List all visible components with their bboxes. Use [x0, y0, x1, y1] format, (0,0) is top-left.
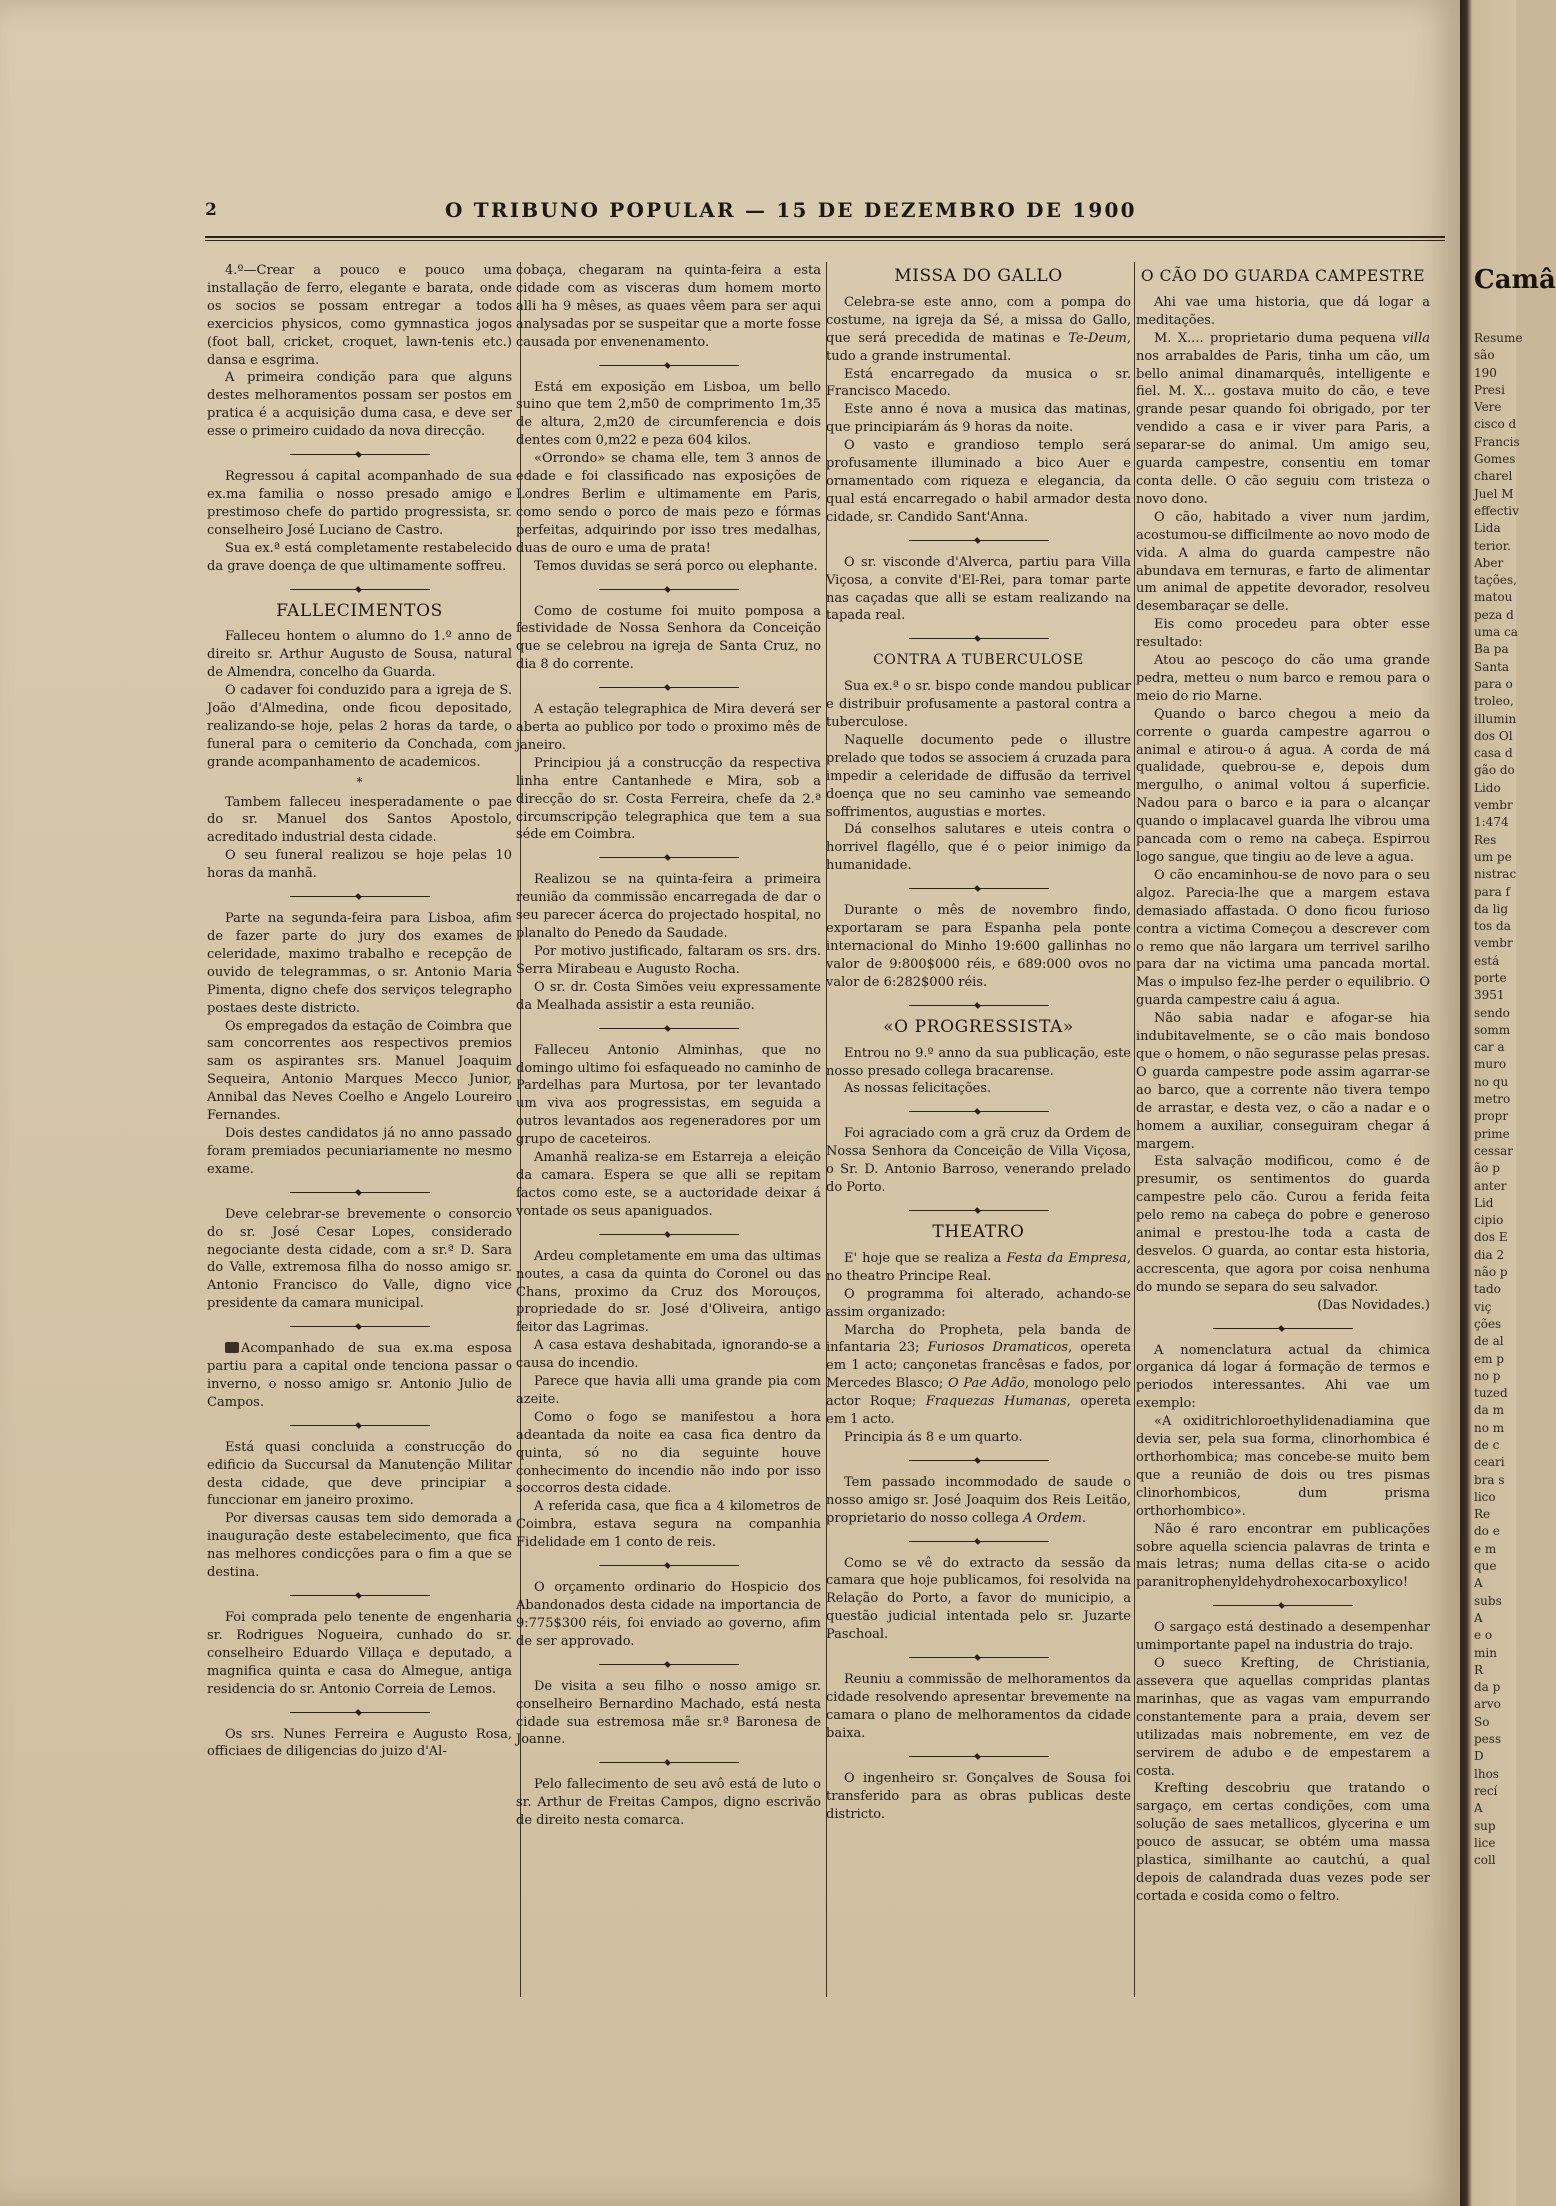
- separator-ornament: [290, 1422, 430, 1429]
- paragraph: O sargaço está destinado a desempenhar umimportante papel na industria do trajo.: [1136, 1620, 1430, 1654]
- paragraph: Principia ás 8 e um quarto.: [844, 1429, 1023, 1445]
- paragraph: [826, 1474, 1131, 1528]
- section-heading-theatro: THEATRO: [932, 1221, 1025, 1242]
- paragraph: O cadaver foi conduzido para a igreja de S. João d'Almedina, onde ficou depositado, realizando-se hoje, pelas 2 horas da tarde, o funeral para o cemiterio da Conchada, com grande acompanhamento de academicos.: [207, 683, 512, 770]
- paragraph: Deve celebrar-se brevemente o consorcio do sr. José Cesar Lopes, considerado negociante desta cidade, com a sr.ª D. Sara do Valle, extremosa filha do nosso amigo sr. Antonio Francisco do Valle, digno vice presidente da camara municipal.: [207, 1206, 512, 1312]
- paragraph: O programma foi alterado, achando-se assim organizado:: [826, 1286, 1131, 1320]
- column-2: [516, 262, 821, 1830]
- separator-ornament: [599, 854, 739, 861]
- paragraph: Como o fogo se manifestou a hora adeantada da noite ea casa fica dentro da quinta, só no dia seguinte houve conhecimento do incendio não indo por isso soccorros desta cidade.: [516, 1409, 821, 1497]
- paragraph: Regressou á capital acompanhado de sua ex.ma familia o nosso presado amigo e prestimoso chefe do partido progressista, sr. conselheiro José Luciano de Castro.: [207, 469, 512, 538]
- column-3: [826, 262, 1131, 1823]
- separator-ornament: [909, 1753, 1049, 1760]
- page-number: 2: [205, 200, 217, 220]
- paragraph: Eis como procedeu para obter esse resultado:: [1136, 617, 1430, 651]
- italic-title: Fraquezas Humanas: [925, 1394, 1067, 1410]
- adjacent-page-text: Resume são 190 Presi Vere cisco d Francis Gomes charel Juel M effectiv Lida terior. Aber tações, matou peza d uma ca Ba pa Santa para o troleo, illumin dos Ol casa d gão do Lido vembr 1:474 Res um pe nistrac para f da lig tos da vembr está porte 3951 sendo somm car a muro no qu metro propr prime cessar ão p anter Lid cipio dos E dia 2 não p tado viç ções de al em p no p tuzed da m no m de c ceari bra s lico Re do e e m que A subs A e o min R da p arvo So pess D lhos recí A sup lice coll: [1474, 331, 1523, 1868]
- paragraph-text: E' hoje que se realiza a: [844, 1250, 1007, 1266]
- paragraph: Amanhã realiza-se em Estarreja a eleição da camara. Espera se que alli se repitam factos como este, se a auctoridade deixar á vontade os seus apaniguados.: [516, 1150, 821, 1219]
- separator-ornament: [599, 1661, 739, 1668]
- paragraph: [1136, 330, 1430, 509]
- masthead: [205, 198, 1450, 224]
- paragraph: Ahi vae uma historia, que dá logar a meditações.: [1136, 294, 1430, 328]
- paragraph: Reuniu a commissão de melhoramentos da cidade resolvendo apresentar brevemente na camara o plano de melhoramentos da cidade baixa.: [826, 1672, 1131, 1741]
- masthead-rule-thin: [205, 240, 1445, 241]
- italic-word: villa: [1402, 330, 1430, 346]
- separator-ornament: [909, 537, 1049, 544]
- separator-ornament: [909, 1654, 1049, 1661]
- paragraph: O sr. visconde d'Alverca, partiu para Villa Viçosa, a convite d'El-Rei, para tomar parte nas caçadas que alli se estam realizando na tapada real.: [826, 554, 1131, 624]
- paragraph: O vasto e grandioso templo será profusamente illuminado a bico Auer e ornamentado com riqueza e elegancia, da qual está encarregado o habil armador desta cidade, sr. Candido Sant'Anna.: [826, 438, 1131, 525]
- section-heading-progressista: «O PROGRESSISTA»: [883, 1016, 1074, 1037]
- source-attribution: (Das Novidades.): [1317, 1297, 1430, 1313]
- separator-ornament: [1213, 1325, 1353, 1332]
- paragraph: Como de costume foi muito pomposa a festividade de Nossa Senhora da Conceição que se celebrou na igreja de Santa Cruz, no dia 8 do corrente.: [516, 603, 821, 673]
- paragraph: Quando o barco chegou a meio da corrente o guarda campestre agarrou o animal e atirou-o á agua. A corda de má qualidade, quebrou-se e, depois dum mergulho, o animal voltou á superficie. Nadou para o barco e ia para o alcançar quando o implacavel guarda lhe vibrou uma pancada com o remo na cabeça. Espirrou logo sangue, que tingiu ao de leve a agua.: [1136, 706, 1430, 865]
- separator-ornament: [290, 1709, 430, 1716]
- paragraph: Temos duvidas se será porco ou elephante.: [534, 558, 818, 574]
- separator-ornament: [599, 1562, 739, 1569]
- paragraph-text: , tudo a grande instrumental.: [826, 330, 1131, 364]
- paragraph: Foi comprada pelo tenente de engenharia sr. Rodrigues Nogueira, cunhado do sr. conselheiro Eduardo Villaça e deputado, a magnifica quinta e casa do Almegue, antiga residencia do sr. Antonio Correia de Lemos.: [207, 1610, 512, 1697]
- paragraph: Por motivo justificado, faltaram os srs. drs. Serra Mirabeau e Augusto Rocha.: [516, 944, 821, 977]
- separator-ornament: [290, 893, 430, 900]
- paragraph: Parece que havia alli uma grande pia com azeite.: [516, 1374, 821, 1407]
- paragraph: O orçamento ordinario do Hospicio dos Abandonados desta cidade na importancia de 9:775$300 réis, foi enviado ao governo, afim de ser approvado.: [516, 1580, 821, 1649]
- paragraph: O cão, habitado a viver num jardim, acostumou-se difficilmente ao novo modo de vida. A alma do guarda campestre não abundava em ternuras, e farto de alimentar um animal de appetite devorador, resolveu desembaraçar se delle.: [1136, 509, 1430, 615]
- section-heading-cao-do-guarda: O CÃO DO GUARDA CAMPESTRE: [1140, 267, 1426, 285]
- paragraph: Dois destes candidatos já no anno passado foram premiados pecuniariamente no mesmo exame.: [207, 1125, 512, 1177]
- paragraph: O cão encaminhou-se de novo para o seu algoz. Parecia-lhe que a margem estava demasiado affastada. O dono ficou furioso contra a victima Começou a descrever com o remo que não largara um terrivel sarilho para dar na victima uma pancada mortal. Mas o impulso fez-lhe perder o equilibrio. O guarda campestre caiu á agua.: [1136, 867, 1430, 1009]
- paragraph: cobaça, chegaram na quinta-feira a esta cidade com as visceras dum homem morto alli ha 9 mêses, as quaes vêem para ser aqui analysadas por se suspeitar que a morte fosse causada por envenenamento.: [516, 263, 821, 350]
- separator-ornament: [290, 1592, 430, 1599]
- separator-ornament: [599, 586, 739, 593]
- paragraph: Está encarregado da musica o sr. Francisco Macedo.: [826, 366, 1131, 400]
- separator-ornament: [909, 885, 1049, 892]
- paragraph: Naquelle documento pede o illustre prelado que todos se associem á cruzada para impedir a celeridade de diffusão da terrivel doença que no seu caminho vae semeando soffrimentos, augustias e mortes.: [826, 732, 1131, 820]
- separator-ornament: [290, 1323, 430, 1330]
- paragraph: Atou ao pescoço do cão uma grande pedra, metteu o num barco e remou para o meio do rio Marne.: [1136, 653, 1430, 704]
- section-heading-missa-do-gallo: MISSA DO GALLO: [894, 266, 1063, 286]
- paragraph: Ardeu completamente em uma das ultimas noutes, a casa da quinta do Coronel ou das Chans, proximo da Cruz dos Morouços, propriedade do sr. José d'Oliveira, antigo feitor das Lagrimas.: [516, 1248, 821, 1336]
- paragraph: A casa estava deshabitada, ignorando-se a causa do incendio.: [516, 1338, 821, 1372]
- separator-ornament: [909, 1108, 1049, 1115]
- paragraph: [207, 1340, 512, 1412]
- column-divider: [1134, 262, 1135, 1997]
- adjacent-page-heading: Camâ: [1474, 265, 1556, 295]
- paragraph: O seu funeral realizou se hoje pelas 10 horas da manhã.: [207, 848, 512, 882]
- paragraph: Realizou se na quinta-feira a primeira reunião da commissão encarregada de dar o seu parecer ácerca do projectado hospital, no planalto do Penedo da Saudade.: [516, 872, 821, 942]
- paragraph: A nomenclatura actual da chimica organica dá logar á formação de termos e periodos interessantes. Ahi vae um exemplo:: [1136, 1342, 1430, 1412]
- paragraph: Durante o mês de novembro findo, exportaram se para Espanha pela ponte internacional do Minho 19:600 gallinhas no valor de 9:800$000 réis, e 689:000 ovos no valor de 6:282$000 réis.: [826, 903, 1131, 990]
- paragraph-text: .: [1081, 1510, 1087, 1526]
- separator-ornament: [909, 635, 1049, 642]
- paragraph: Por diversas causas tem sido demorada a inauguração deste estabelecimento, que fica nas melhores condicções para o fim a que se destina.: [207, 1511, 512, 1581]
- paragraph-text: Tem passado incommodado de saude o nosso amigo sr. José Joaquim dos Reis Leitão, proprietario do nosso collega: [826, 1474, 1131, 1526]
- paragraph: Está quasi concluida a construcção do edificio da Succursal da Manutenção Militar desta cidade, que deve principiar a funccionar em janeiro proximo.: [207, 1439, 512, 1509]
- paragraph: Parte na segunda-feira para Lisboa, afim de fazer parte do jury dos exames de celeridade, maximo trabalho e recepção de ouvido de telegrammas, o sr. Antonio Maria Pimenta, digno chefe dos serviços telegrapho postaes deste districto.: [207, 911, 512, 1016]
- paragraph: Está em exposição em Lisboa, um bello suino que tem 2,m50 de comprimento 1m,35 de altura, 2,m20 de circumferencia e dois dentes com 0,m22 e peza 604 kilos.: [516, 379, 821, 449]
- paragraph: Entrou no 9.º anno da sua publicação, este nosso presado collega bracarense.: [826, 1045, 1131, 1079]
- paragraph-text: Marcha do Propheta, pela banda de infantaria 23;: [826, 1322, 1131, 1356]
- section-heading-tuberculose: CONTRA A TUBERCULOSE: [873, 652, 1084, 669]
- paragraph: Sua ex.ª o sr. bispo conde mandou publicar e distribuir profusamente a pastoral contra a tuberculose.: [826, 679, 1131, 731]
- paragraph: «A oxiditrichloroethylidenadiamina que devia ser, pela sua forma, clinorhombica é orthorhombica; mas concebe-se muito bem que a reunião de dois ou tres pismas clinorhombicos, dum prisma orthorhombico».: [1136, 1414, 1430, 1519]
- separator-ornament: [599, 1025, 739, 1032]
- paragraph: [826, 1322, 1131, 1429]
- separator-ornament: [909, 1538, 1049, 1545]
- paragraph: Não sabia nadar e afogar-se hia indubitavelmente, se o cão mais bondoso que o homem, o não segurasse pelas presas. O guarda campestre pode assim agarrar-se ao barco, que a corrente não tivera tempo de arrastar, e desta vez, o cão a nadar e o homem a auxiliar, conseguiram chegar á margem.: [1136, 1011, 1430, 1152]
- asterisk-divider: *: [356, 774, 363, 789]
- paragraph: O sr. dr. Costa Simões veiu expressamente da Mealhada assistir a esta reunião.: [516, 979, 821, 1013]
- separator-ornament: [909, 1002, 1049, 1009]
- separator-ornament: [290, 586, 430, 593]
- pointing-hand-icon: [225, 1342, 239, 1353]
- adjacent-page-edge: [1460, 0, 1556, 2206]
- paragraph: A primeira condição para que alguns destes melhoramentos possam ser postos em pratica é a acquisição duma casa, e deve ser esse o primeiro cuidado da nova direcção.: [207, 370, 512, 440]
- paragraph: Falleceu Antonio Alminhas, que no domingo ultimo foi esfaqueado no caminho de Pardelhas para Murtosa, por ter levantado um viva aos progressistas, em seguida a outros levantados aos regeneradores por um grupo de caceteiros.: [516, 1042, 821, 1148]
- paragraph: [826, 294, 1131, 366]
- paragraph: Pelo fallecimento de seu avô está de luto o sr. Arthur de Freitas Campos, digno escrivão de direito nesta comarca.: [516, 1777, 821, 1829]
- separator-ornament: [290, 451, 430, 458]
- separator-ornament: [599, 1231, 739, 1238]
- paragraph: O sueco Krefting, de Christiania, assevera que aquellas compridas plantas marinhas, que as vagas vam empurrando constantemente para a praia, devem ser utilizadas mais nobremente, em vez de servirem de adubo e de empestarem a costa.: [1136, 1656, 1430, 1779]
- separator-ornament: [1213, 1602, 1353, 1609]
- italic-title: O Pae Adão: [947, 1376, 1025, 1392]
- paragraph: Falleceu hontem o alumno do 1.º anno de direito sr. Arthur Augusto de Sousa, natural de Almendra, concelho da Guarda.: [207, 629, 512, 681]
- paragraph: Os srs. Nunes Ferreira e Augusto Rosa, officiaes de diligencias do juizo d'Al-: [207, 1726, 512, 1760]
- paragraph: Os empregados da estação de Coimbra que sam concorrentes aos respectivos premios sam os aspirantes srs. Manuel Joaquim Sequeira, Antonio Marques Mecco Junior, Annibal das Neves Coelho e Angelo Loureiro Fernandes.: [207, 1018, 512, 1124]
- separator-ornament: [290, 1189, 430, 1196]
- paragraph: «Orrondo» se chama elle, tem 3 annos de edade e foi classificado nas exposições de Londres Berlim e ultimamente em Paris, como sendo o porco de mais pezo e fórmas perfeitas, adquirindo por isso tres medalhas, duas de ouro e uma de prata!: [516, 451, 821, 556]
- paragraph-text: Acompanhado de sua ex.ma esposa partiu para a capital onde tenciona passar o inverno, o nosso amigo sr. Antonio Julio de Campos.: [207, 1341, 512, 1410]
- masthead-rule: [205, 236, 1445, 238]
- paragraph: Sua ex.ª está completamente restabelecido da grave doença de que ultimamente soffreu.: [207, 540, 512, 574]
- paragraph: Este anno é nova a musica das matinas, que principiarám ás 9 horas da noite.: [826, 402, 1131, 436]
- paragraph: [826, 1250, 1131, 1286]
- paragraph: Dá conselhos salutares e uteis contra o horrivel flagéllo, que é o peior inimigo da humanidade.: [826, 822, 1131, 874]
- paragraph-text: , monologo pelo actor Roque;: [826, 1376, 1131, 1410]
- paragraph: A estação telegraphica de Mira deverá ser aberta ao publico por todo o proximo mês de janeiro.: [516, 702, 821, 753]
- paragraph-text: M. X.... proprietario duma pequena: [1154, 330, 1403, 346]
- separator-ornament: [599, 684, 739, 691]
- paragraph-text: nos arrabaldes de Paris, tinha um cão, um bello animal dinamarquês, intelligente e fiel. M. X... gostava muito do cão, e teve grande pesar quando foi obrigado, por ter vendido a casa e ir viver para Paris, a separar-se do animal. Um amigo seu, guarda campestre, consentiu em tomar conta delle. O cão seguiu com tristeza o novo dono.: [1136, 348, 1430, 507]
- column-1: [207, 262, 512, 1761]
- paragraph: Foi agraciado com a grã cruz da Ordem de Nossa Senhora da Conceição de Villa Viçosa, o Sr. D. Antonio Barroso, venerando prelado do Porto.: [826, 1126, 1131, 1196]
- separator-ornament: [599, 1759, 739, 1766]
- paragraph: Tambem falleceu inesperadamente o pae do sr. Manuel dos Santos Apostolo, acreditado industrial desta cidade.: [207, 794, 512, 846]
- paragraph: Esta salvação modificou, como é de presumir, os sentimentos do guarda campestre pelo cão. Curou a ferida feita pelo remo na cabeça do pobre e generoso animal e prestou-lhe toda a casta de desvelos. O guarda, ao contar esta historia, accrescenta, que agora por coisa nenhuma do mundo se separa do seu salvador.: [1136, 1154, 1430, 1295]
- paragraph-text: , opereta em 1 acto; cançonetas francêsas e fados, por Mercedes Blasco;: [826, 1340, 1131, 1392]
- separator-ornament: [599, 362, 739, 369]
- paragraph: Não é raro encontrar em publicações sobre aquella sciencia palavras de trinta e mais letras; numa dellas cita-se o acido paranitrophenyldehydrohexocarboxylico!: [1136, 1521, 1430, 1591]
- italic-title: A Ordem: [1023, 1510, 1082, 1526]
- paragraph-text: , opereta em 1 acto.: [826, 1394, 1131, 1428]
- italic-title: Te-Deum: [1068, 330, 1127, 346]
- italic-title: Furiosos Dramaticos: [927, 1340, 1069, 1356]
- paragraph: As nossas felicitações.: [844, 1081, 992, 1097]
- paragraph: Krefting descobriu que tratando o sargaço, em certas condições, com uma solução de saes metallicos, glycerina e um pouco de assucar, se obtém uma massa plastica, similhante ao cautchú, a qual depois de calandrada duas vezes pode ser cortada e cosida como o feltro.: [1136, 1781, 1430, 1904]
- paragraph-text: Celebra-se este anno, com a pompa do costume, na igreja da Sé, a missa do Gallo, que será precedida de matinas e: [826, 294, 1131, 346]
- paragraph: Como se vê do extracto da sessão da camara que hoje publicamos, foi resolvida na Relação do Porto, a favor do municipio, a questão judicial intentada pelo sr. Juzarte Paschoal.: [826, 1555, 1131, 1643]
- paragraph: 4.º—Crear a pouco e pouco uma installação de ferro, elegante e barata, onde os socios se possam entregar a todos exercicios physicos, como gymnastica jogos (foot ball, cricket, croquet, lawn-tenis etc.) dansa e esgrima.: [207, 263, 512, 368]
- separator-ornament: [909, 1457, 1049, 1464]
- paragraph: O ingenheiro sr. Gonçalves de Sousa foi transferido para as obras publicas deste districto.: [826, 1770, 1131, 1822]
- paragraph: Principiou já a construcção da respectiva linha entre Cantanhede e Mira, sob a direcção do sr. Costa Ferreira, chefe da 2.ª circumscripção telegraphica que tem a sua séde em Coimbra.: [516, 755, 821, 843]
- paragraph: A referida casa, que fica a 4 kilometros de Coimbra, estava segura na companhia Fidelidade em 1 conto de reis.: [516, 1499, 821, 1551]
- newspaper-title: O TRIBUNO POPULAR — 15 DE DEZEMBRO DE 1900: [445, 198, 1137, 222]
- column-4: [1136, 262, 1430, 1906]
- paragraph: De visita a seu filho o nosso amigo sr. conselheiro Bernardino Machado, está nesta cidade sua estremosa mãe sr.ª Baronesa de Joanne.: [516, 1678, 821, 1748]
- italic-title: Festa da Empresa: [1006, 1250, 1127, 1266]
- separator-ornament: [909, 1207, 1049, 1214]
- paragraph-text: , no theatro Principe Real.: [826, 1250, 1131, 1284]
- section-heading-fallecimentos: FALLECIMENTOS: [276, 600, 443, 621]
